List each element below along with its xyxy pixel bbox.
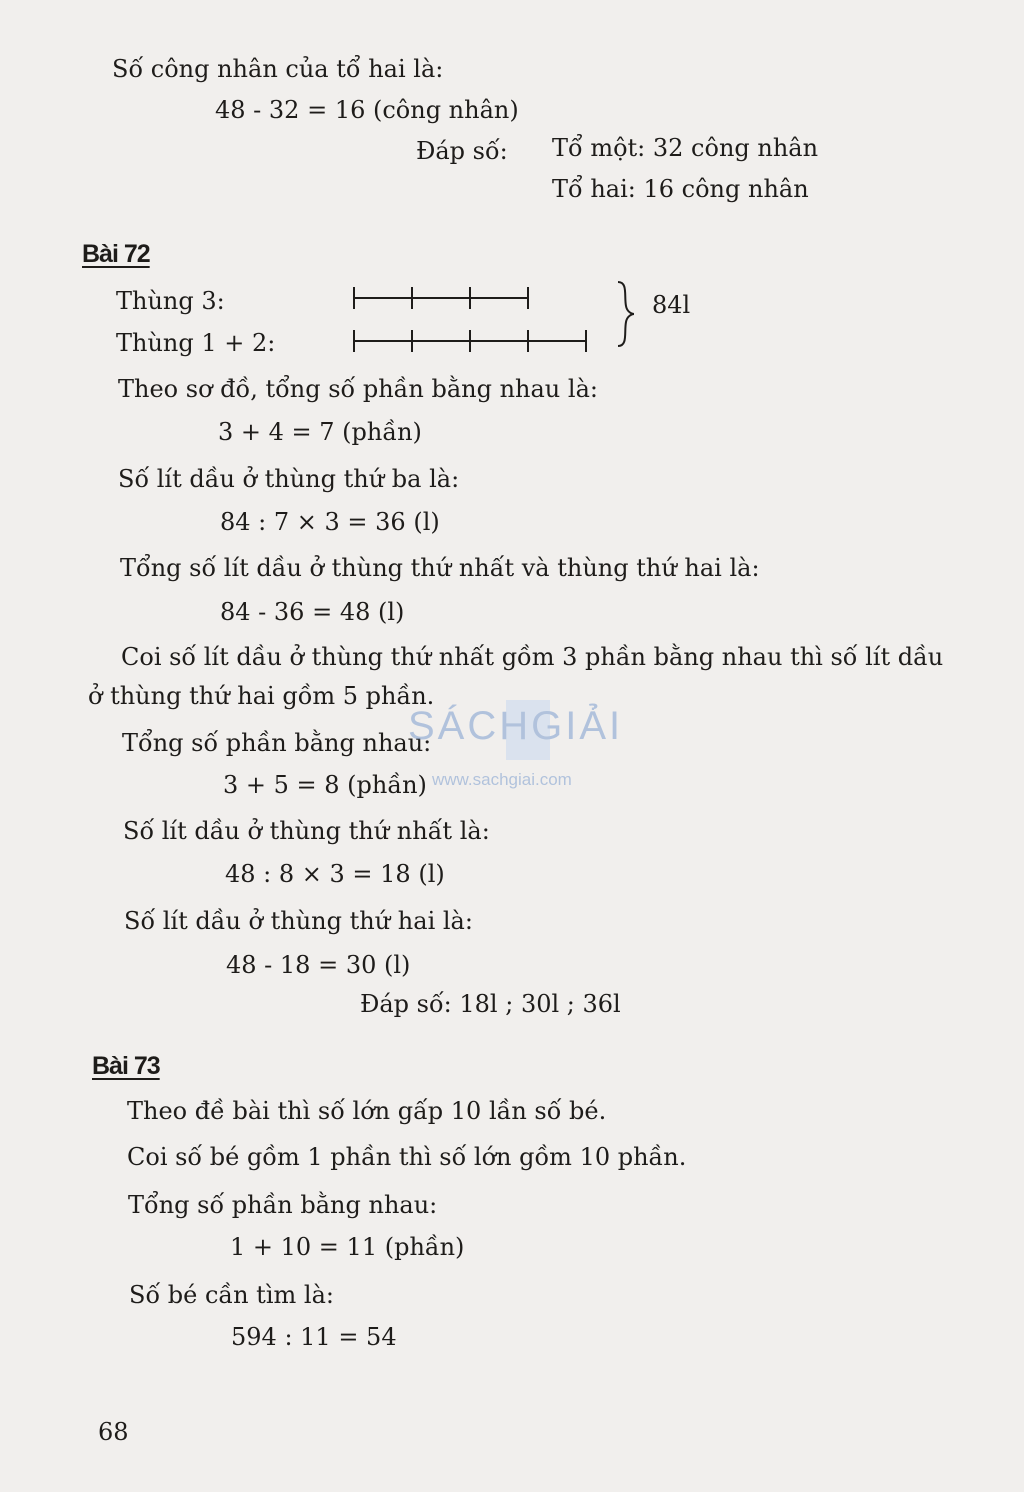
- total-brace: [618, 282, 634, 346]
- bai72-line-10: 3 + 5 = 8 (phần): [223, 771, 427, 799]
- bai72-line-12: 48 : 8 × 3 = 18 (l): [225, 860, 445, 888]
- diagram-row2-label: Thùng 1 + 2:: [116, 329, 276, 357]
- bai72-line-8: ở thùng thứ hai gồm 5 phần.: [88, 682, 435, 710]
- exercise-72-heading: Bài 72: [82, 240, 150, 268]
- bai73-line-2: Coi số bé gồm 1 phần thì số lớn gồm 10 phần.: [127, 1143, 687, 1171]
- watermark-url: www.sachgiai.com: [432, 770, 572, 789]
- bai72-final-answer: Đáp số: 18l ; 30l ; 36l: [360, 990, 621, 1018]
- diagram-segment-row2: [354, 330, 586, 352]
- answer-label: Đáp số:: [416, 137, 508, 165]
- bai73-line-3: Tổng số phần bằng nhau:: [128, 1191, 438, 1219]
- continuation-line-2: 48 - 32 = 16 (công nhân): [215, 96, 519, 124]
- bai72-line-13: Số lít dầu ở thùng thứ hai là:: [124, 907, 473, 935]
- bai72-line-14: 48 - 18 = 30 (l): [226, 951, 411, 979]
- exercise-73-heading: Bài 73: [92, 1052, 160, 1080]
- answer-line-1: Tổ một: 32 công nhân: [552, 134, 819, 162]
- segment-diagram: [340, 278, 640, 358]
- diagram-total-label: 84l: [652, 291, 691, 319]
- bai73-line-5: Số bé cần tìm là:: [129, 1281, 334, 1309]
- bai72-line-7: Coi số lít dầu ở thùng thứ nhất gồm 3 phần bằng nhau thì số lít dầu: [121, 643, 944, 671]
- bai73-line-1: Theo đề bài thì số lớn gấp 10 lần số bé.: [127, 1097, 607, 1125]
- answer-line-2: Tổ hai: 16 công nhân: [552, 175, 809, 203]
- sachgiai-watermark: [408, 694, 628, 804]
- diagram-row1-label: Thùng 3:: [116, 287, 225, 315]
- continuation-line-1: Số công nhân của tổ hai là:: [112, 55, 444, 83]
- bai72-line-6: 84 - 36 = 48 (l): [220, 598, 405, 626]
- bai72-line-11: Số lít dầu ở thùng thứ nhất là:: [123, 817, 490, 845]
- bai72-line-1: Theo sơ đồ, tổng số phần bằng nhau là:: [118, 375, 598, 403]
- diagram-segment-row1: [354, 287, 528, 309]
- bleed-through: [720, 58, 726, 82]
- bai72-line-4: 84 : 7 × 3 = 36 (l): [220, 508, 440, 536]
- page-number: 68: [98, 1418, 129, 1446]
- bai72-line-2: 3 + 4 = 7 (phần): [218, 418, 422, 446]
- bai73-line-4: 1 + 10 = 11 (phần): [230, 1233, 465, 1261]
- bai72-line-3: Số lít dầu ở thùng thứ ba là:: [118, 465, 460, 493]
- bai73-line-6: 594 : 11 = 54: [231, 1323, 397, 1351]
- bai72-line-5: Tổng số lít dầu ở thùng thứ nhất và thùng thứ hai là:: [120, 554, 760, 582]
- bai72-line-9: Tổng số phần bằng nhau:: [122, 729, 432, 757]
- watermark-brand: SÁCHGIẢI: [408, 704, 624, 748]
